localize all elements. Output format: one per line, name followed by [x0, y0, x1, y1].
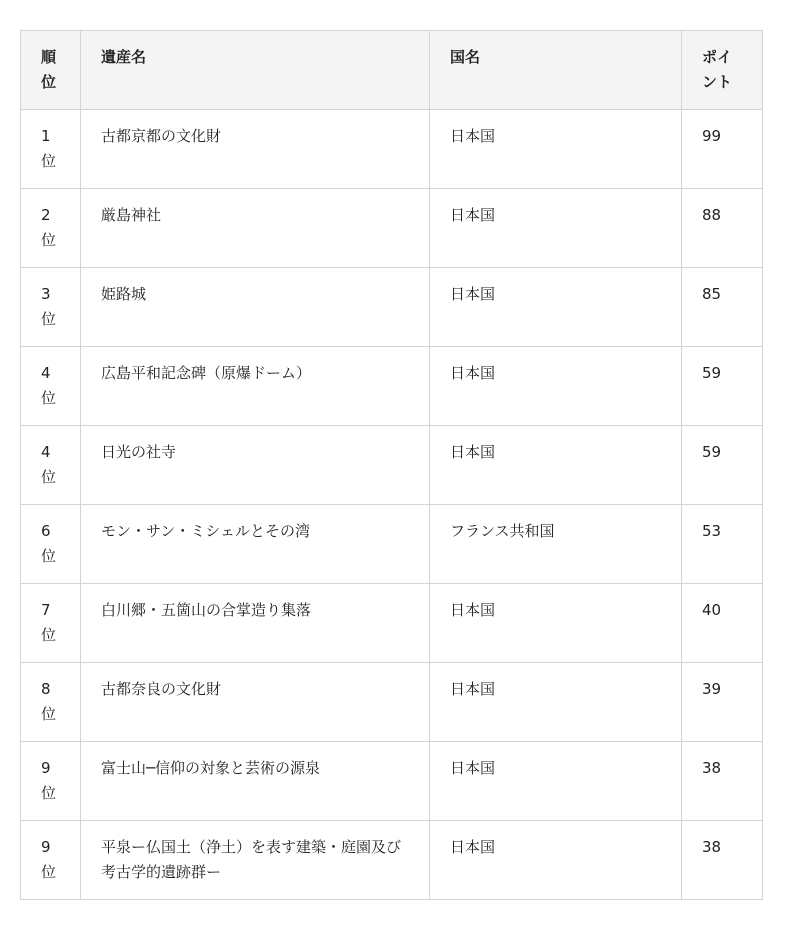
rank-number: 2: [41, 206, 51, 224]
heritage-ranking-table: [20, 30, 763, 900]
rank-unit: 位: [41, 547, 57, 565]
rank-cell: [21, 505, 81, 584]
rank-cell: [21, 426, 81, 505]
rank-cell: [21, 821, 81, 900]
points-cell: 99: [682, 110, 763, 189]
table-header: [21, 31, 763, 110]
heritage-name-cell: モン・サン・ミシェルとその湾: [81, 505, 430, 584]
rank-cell: [21, 742, 81, 821]
header-rank: 順位: [21, 31, 81, 110]
country-cell: 日本国: [430, 426, 682, 505]
country-cell: 日本国: [430, 110, 682, 189]
rank-cell: [21, 110, 81, 189]
points-cell: 40: [682, 584, 763, 663]
points-cell: 38: [682, 742, 763, 821]
rank-unit: 位: [41, 705, 57, 723]
heritage-name-cell: 古都奈良の文化財: [81, 663, 430, 742]
ranking-table-container: [20, 30, 762, 900]
table-row: [21, 347, 763, 426]
rank-unit: 位: [41, 152, 57, 170]
rank-unit: 位: [41, 310, 57, 328]
rank-unit: 位: [41, 784, 57, 802]
table-row: [21, 821, 763, 900]
country-cell: 日本国: [430, 821, 682, 900]
table-row: [21, 505, 763, 584]
points-cell: 85: [682, 268, 763, 347]
table-row: [21, 584, 763, 663]
heritage-name-cell: 厳島神社: [81, 189, 430, 268]
rank-unit: 位: [41, 231, 57, 249]
rank-cell: [21, 347, 81, 426]
rank-number: 8: [41, 680, 51, 698]
points-cell: 53: [682, 505, 763, 584]
table-body: [21, 110, 763, 900]
rank-number: 7: [41, 601, 51, 619]
country-cell: 日本国: [430, 742, 682, 821]
heritage-name-cell: 日光の社寺: [81, 426, 430, 505]
heritage-name-cell: 平泉ー仏国土（浄土）を表す建築・庭園及び考古学的遺跡群ー: [81, 821, 430, 900]
heritage-name-cell: 広島平和記念碑（原爆ドーム）: [81, 347, 430, 426]
heritage-name-cell: 白川郷・五箇山の合掌造り集落: [81, 584, 430, 663]
rank-unit: 位: [41, 389, 57, 407]
header-heritage-name: 遺産名: [81, 31, 430, 110]
rank-number: 6: [41, 522, 51, 540]
header-country: 国名: [430, 31, 682, 110]
rank-unit: 位: [41, 468, 57, 486]
country-cell: フランス共和国: [430, 505, 682, 584]
points-cell: 39: [682, 663, 763, 742]
country-cell: 日本国: [430, 663, 682, 742]
table-row: [21, 742, 763, 821]
country-cell: 日本国: [430, 584, 682, 663]
country-cell: 日本国: [430, 347, 682, 426]
rank-number: 4: [41, 443, 51, 461]
heritage-name-cell: 古都京都の文化財: [81, 110, 430, 189]
rank-cell: [21, 268, 81, 347]
rank-cell: [21, 663, 81, 742]
rank-number: 9: [41, 759, 51, 777]
rank-number: 4: [41, 364, 51, 382]
rank-cell: [21, 584, 81, 663]
table-row: [21, 268, 763, 347]
table-row: [21, 110, 763, 189]
header-points: ポイント: [682, 31, 763, 110]
header-row: [21, 31, 763, 110]
points-cell: 59: [682, 426, 763, 505]
rank-number: 3: [41, 285, 51, 303]
table-row: [21, 663, 763, 742]
country-cell: 日本国: [430, 268, 682, 347]
table-row: [21, 189, 763, 268]
rank-number: 9: [41, 838, 51, 856]
country-cell: 日本国: [430, 189, 682, 268]
rank-number: 1: [41, 127, 51, 145]
points-cell: 88: [682, 189, 763, 268]
points-cell: 38: [682, 821, 763, 900]
rank-unit: 位: [41, 863, 57, 881]
points-cell: 59: [682, 347, 763, 426]
rank-cell: [21, 189, 81, 268]
rank-unit: 位: [41, 626, 57, 644]
table-row: [21, 426, 763, 505]
heritage-name-cell: 姫路城: [81, 268, 430, 347]
heritage-name-cell: 富士山─信仰の対象と芸術の源泉: [81, 742, 430, 821]
